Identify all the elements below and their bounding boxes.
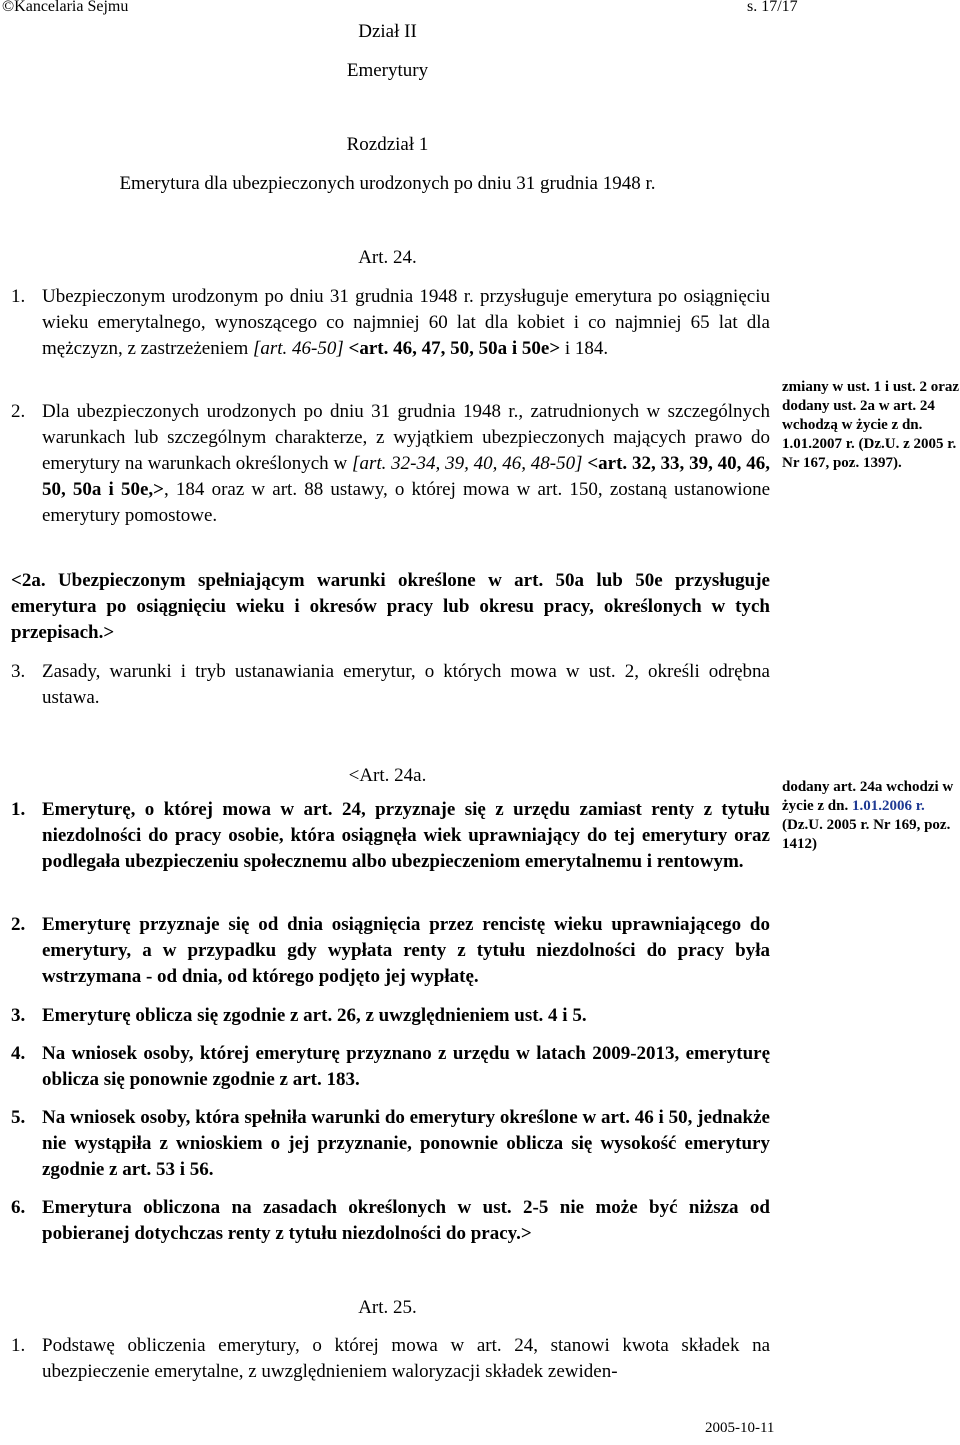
division-subtitle: Emerytury	[346, 60, 429, 81]
division-title: Dział II	[358, 21, 417, 42]
paragraph-text: Zasady, warunki i tryb ustanawiania emerytur, o których mowa w ust. 2, określi odrębna ustawa.	[42, 661, 770, 708]
article-24a-title: <Art. 24a.	[348, 765, 427, 786]
paragraph-number: 3.	[11, 661, 26, 682]
paragraph-number: 1.	[11, 286, 26, 307]
note-text: dodany art. 24a wchodzi w życie z dn.	[782, 779, 954, 814]
paragraph-text: Podstawę obliczenia emerytury, o której mowa w art. 24, stanowi kwota składek na ubezpieczenie emerytalne, z uwzględnieniem waloryzacji składek zewiden-	[42, 1335, 770, 1382]
article-24-title: Art. 24.	[358, 247, 417, 268]
paragraph-text: Na wniosek osoby, która spełniła warunki do emerytury określone w art. 46 i 50, jednakże nie wystąpiła z wnioskiem o jej przyznanie, ponownie oblicza się wysokość emerytury zgodnie z art. 53 i 56.	[42, 1107, 770, 1180]
chapter-subtitle: Emerytura dla ubezpieczonych urodzonych po dniu 31 grudnia 1948 r.	[119, 173, 656, 194]
repealed-reference: [art. 46-50]	[252, 338, 344, 359]
paragraph-text: Emeryturę oblicza się zgodnie z art. 26, z uwzględnieniem ust. 4 i 5.	[42, 1005, 587, 1026]
art24a-paragraph-1	[11, 797, 770, 875]
paragraph-number: 4.	[11, 1043, 26, 1064]
footer-date: 2005-10-11	[705, 1420, 775, 1436]
paragraph-number: 1.	[11, 1335, 26, 1356]
note-effective-date: 1.01.2006 r.	[851, 798, 925, 814]
art25-paragraph-1	[11, 1333, 770, 1385]
paragraph-number: 1.	[11, 799, 26, 820]
art24a-paragraph-6	[11, 1195, 770, 1247]
paragraph-text: Dla ubezpieczonych urodzonych po dniu 31 grudnia 1948 r., zatrudnionych w szczególnych warunkach lub szczególnym charakterze, z wyjątkiem ubezpieczonych mających prawo do emerytury na warunkach określonych w	[42, 401, 770, 474]
margin-note-art24a	[782, 778, 960, 854]
paragraph-text: Emerytura obliczona na zasadach określonych w ust. 2-5 nie może być niższa od pobieranej dotychczas renty z tytułu niezdolności do pracy.>	[42, 1197, 770, 1244]
art24a-paragraph-5	[11, 1105, 770, 1183]
paragraph-number: 5.	[11, 1107, 26, 1128]
paragraph-number: 3.	[11, 1005, 26, 1026]
amended-reference: <art. 32, 33, 39, 40, 46, 50, 50a i 50e,>	[42, 453, 771, 500]
paragraph-text: Emeryturę, o której mowa w art. 24, przyznaje się z urzędu zamiast renty z tytułu niezdolności do pracy osobie, która osiągnęła wiek uprawniający do tej emerytury oraz podlegała ubezpieczeniu społecznemu albo ubezpieczeniom emerytalnemu i rentowym.	[42, 799, 770, 872]
paragraph-text: Na wniosek osoby, której emeryturę przyznano z urzędu w latach 2009-2013, emeryturę oblicza się ponownie zgodnie z art. 183.	[42, 1043, 770, 1090]
header-page-number: s. 17/17	[747, 0, 798, 15]
paragraph-tail: i 184.	[564, 338, 609, 359]
art24-paragraph-1	[11, 284, 770, 362]
paragraph-tail: , 184 oraz w art. 88 ustawy, o której mowa w art. 150, zostaną ustanowione emerytury pomostowe.	[42, 479, 770, 526]
amended-reference: <art. 46, 47, 50, 50a i 50e>	[348, 338, 561, 359]
margin-note-art24: zmiany w ust. 1 i ust. 2 oraz dodany ust. 2a w art. 24 wchodzą w życie z dn. 1.01.2007 r. (Dz.U. z 2005 r. Nr 167, poz. 1397).	[782, 379, 960, 471]
art24a-paragraph-3	[11, 1003, 770, 1029]
art24-paragraph-3	[11, 659, 770, 711]
header-copyright: ©Kancelaria Sejmu	[2, 0, 129, 15]
art24a-paragraph-2	[11, 912, 770, 990]
art24-paragraph-2a: <2a. Ubezpieczonym spełniającym warunki określone w art. 50a lub 50e przysługuje emerytura po osiągnięciu wieku i okresów pracy lub okresu pracy, określonych w tych przepisach.>	[11, 570, 770, 643]
art24-paragraph-2	[11, 399, 770, 529]
repealed-reference: [art. 32-34, 39, 40, 46, 48-50]	[352, 453, 583, 474]
note-source: (Dz.U. 2005 r. Nr 169, poz. 1412)	[782, 817, 951, 852]
paragraph-number: 2.	[11, 914, 26, 935]
paragraph-text: Emeryturę przyznaje się od dnia osiągnięcia przez rencistę wieku uprawniającego do emerytury, a w przypadku gdy wypłata renty z tytułu niezdolności do pracy była wstrzymana - od dnia, od którego podjęto jej wypłatę.	[42, 914, 770, 987]
paragraph-number: 6.	[11, 1197, 26, 1218]
article-25-title: Art. 25.	[358, 1297, 417, 1318]
chapter-title: Rozdział 1	[346, 134, 429, 155]
paragraph-number: 2.	[11, 401, 26, 422]
art24a-paragraph-4	[11, 1041, 770, 1093]
paragraph-text: Ubezpieczonym urodzonym po dniu 31 grudnia 1948 r. przysługuje emerytura po osiągnięciu wieku emerytalnego, wynoszącego co najmniej 60 lat dla kobiet i co najmniej 65 lat dla mężczyzn, z zastrzeżeniem	[42, 286, 770, 359]
